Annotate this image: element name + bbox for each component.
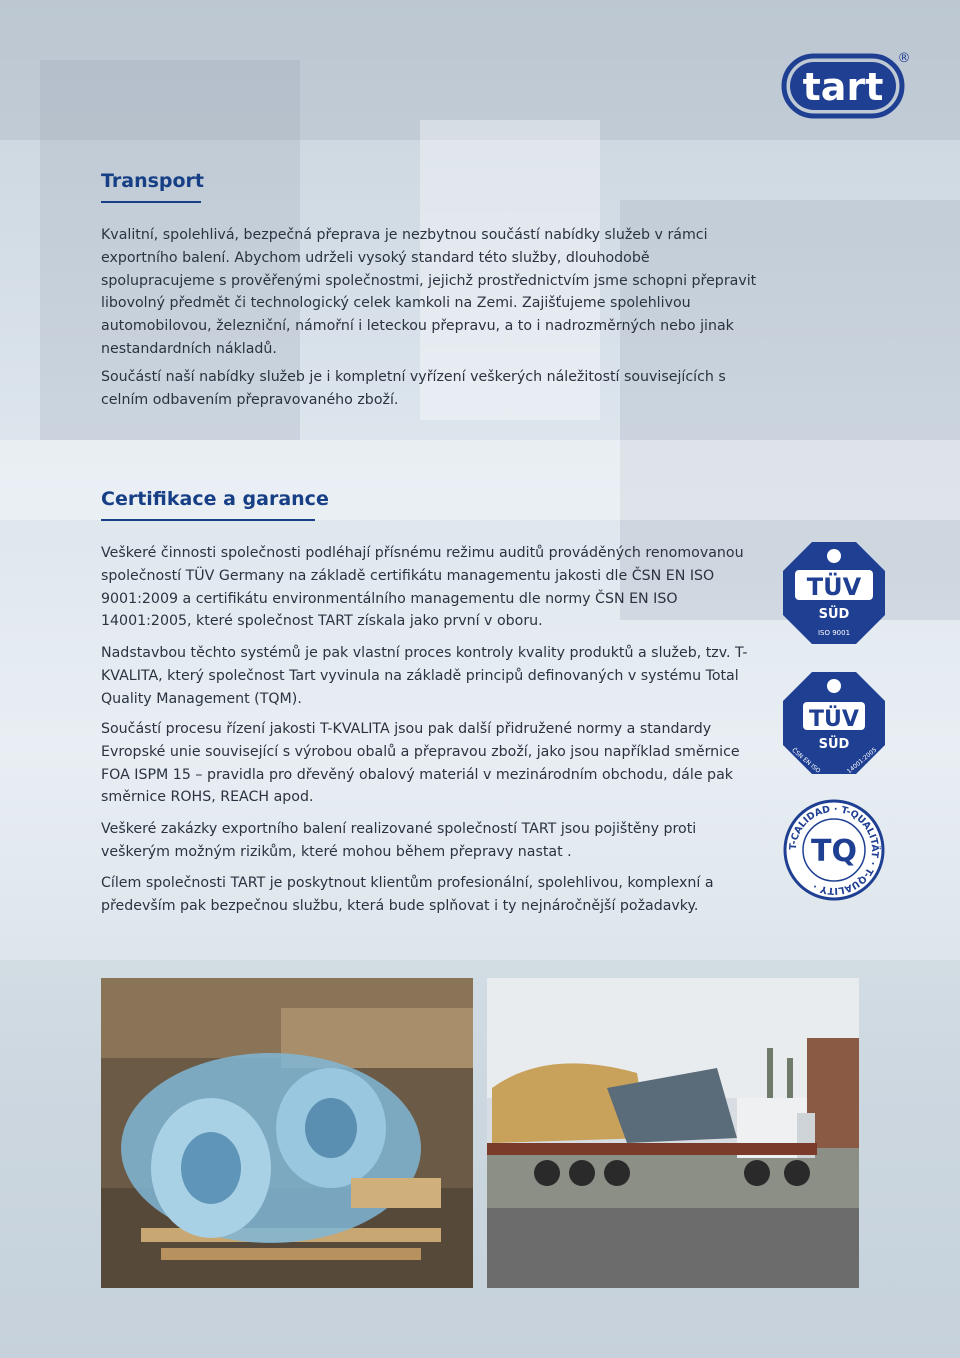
- tart-logo: [780, 50, 912, 122]
- tuv2-left: ČSN EN ISO: [790, 746, 822, 775]
- tuv1-main: TÜV: [806, 573, 862, 601]
- transport-paragraph-1: Kvalitní, spolehlivá, bezpečná přeprava je nezbytnou součástí nabídky služeb v rámci exportního balení. Abychom udrželi vysoký standard této služby, dlouhodobě spolupracujeme s prověřenými společnostmi, jejichž prostřednictvím jsme schopni přepravit libovolný předmět či technologický celek kamkoli na Zemi. Zajišťujeme spolehlivou automobilovou, železniční, námořní i leteckou přepravu, a to i nadrozměrných nebo jinak nestandardních nákladů.: [101, 227, 757, 357]
- tuv2-right: 14001:2005: [845, 746, 879, 776]
- tuv-iso9001-badge: [781, 540, 887, 650]
- tuv-iso14001-badge: [781, 670, 887, 780]
- tuv1-sub: SÜD: [818, 607, 850, 622]
- packaged-valve-photo: [101, 978, 473, 1288]
- logo-text: tart: [802, 65, 884, 109]
- registered-mark: ®: [897, 51, 911, 66]
- tq-ring-text: T-CALIDAD · T-QUALITÄT · T-QUALITY ·: [787, 803, 881, 897]
- certifikace-heading: Certifikace a garance: [101, 488, 329, 510]
- transport-heading-rule: [101, 201, 201, 203]
- certifikace-paragraph-4: Veškeré zakázky exportního balení realizované společností TART jsou pojištěny proti veškerým možným rizikům, které mohou během přepravy nastat .: [101, 821, 697, 860]
- tuv2-main: TÜV: [809, 707, 859, 732]
- certifikace-paragraph-3: Součástí procesu řízení jakosti T-KVALITA jsou pak další přidružené normy a standardy Evropské unie související s výrobou obalů a přepravou zboží, jako jsou například směrnice FOA ISPM 15 – pravidla pro dřevěný obalový materiál v mezinárodním obchodu, dále pak směrnice ROHS, REACH apod.: [101, 721, 740, 806]
- truck-transport-photo: [487, 978, 859, 1288]
- transport-heading: Transport: [101, 170, 205, 192]
- certifikace-paragraph-2: Nadstavbou těchto systémů je pak vlastní proces kontroly kvality produktů a služeb, tzv. T-KVALITA, který společnost Tart vyvinula na základě principů definovaných v systému Total Quality Management (TQM).: [101, 645, 748, 707]
- certifikace-heading-rule: [101, 519, 315, 521]
- tq-main: TQ: [811, 834, 857, 869]
- tq-badge: [782, 798, 886, 906]
- certifikace-paragraph-5: Cílem společnosti TART je poskytnout klientům profesionální, spolehlivou, komplexní a především pak bezpečnou službu, která bude splňovat i ty nejnáročnější požadavky.: [101, 875, 714, 914]
- tuv1-bottom: ISO 9001: [817, 629, 851, 637]
- certifikace-paragraph-1: Veškeré činnosti společnosti podléhají přísnému režimu auditů prováděných renomovanou společností TÜV Germany na základě certifikátu managementu jakosti dle ČSN EN ISO 9001:2009 a certifikátu environmentálního managementu dle normy ČSN EN ISO 14001:2005, které společnost TART získala jako první v oboru.: [101, 545, 744, 630]
- transport-paragraph-2: Součástí naší nabídky služeb je i kompletní vyřízení veškerých náležitostí souvisejících s celním odbavením přepravovaného zboží.: [101, 369, 726, 408]
- tuv2-sub: SÜD: [818, 737, 850, 752]
